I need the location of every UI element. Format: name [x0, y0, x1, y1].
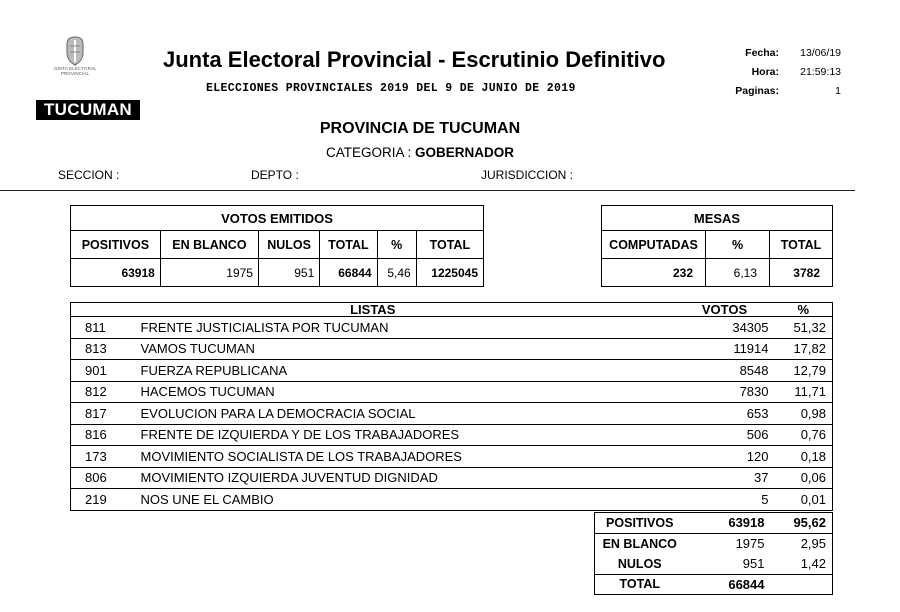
votos-emitidos-title: VOTOS EMITIDOS [71, 206, 484, 231]
list-votes: 7830 [675, 381, 775, 403]
province-tag: TUCUMAN [36, 100, 140, 120]
shield-icon [64, 36, 86, 66]
votos-emitidos-table [70, 205, 484, 287]
list-pct: 51,32 [775, 317, 833, 339]
summary-votes: 1975 [685, 533, 771, 554]
table-row [71, 338, 833, 360]
list-number: 806 [71, 467, 127, 489]
list-number: 812 [71, 381, 127, 403]
list-pct: 0,98 [775, 403, 833, 425]
summary-votes: 66844 [685, 574, 771, 595]
col-header: EN BLANCO [160, 231, 258, 259]
fecha-value: 13/06/19 [800, 47, 841, 59]
list-number: 901 [71, 360, 127, 382]
col-header: POSITIVOS [71, 231, 161, 259]
mesas-total-value: 3782 [770, 259, 833, 287]
seccion-label: SECCION : [58, 168, 120, 182]
votos-header: VOTOS [675, 303, 775, 317]
col-header: COMPUTADAS [602, 231, 706, 259]
positivos-value: 63918 [71, 259, 161, 287]
list-name: EVOLUCION PARA LA DEMOCRACIA SOCIAL [127, 403, 675, 425]
list-number: 813 [71, 338, 127, 360]
table-row [71, 467, 833, 489]
list-name: FRENTE JUSTICIALISTA POR TUCUMAN [127, 317, 675, 339]
table-row [71, 360, 833, 382]
total-emitidos-value: 66844 [320, 259, 377, 287]
table-row [71, 381, 833, 403]
list-votes: 11914 [675, 338, 775, 360]
col-header: NULOS [258, 231, 319, 259]
category-label: CATEGORIA : [325, 145, 412, 160]
summary-votes: 63918 [728, 515, 765, 531]
table-row [71, 317, 833, 339]
list-pct: 12,79 [775, 360, 833, 382]
paginas-value: 1 [835, 85, 841, 97]
header-divider [0, 190, 855, 191]
province-title: PROVINCIA DE TUCUMAN [319, 120, 521, 137]
summary-row-nulos [595, 554, 833, 575]
table-row [71, 424, 833, 446]
category-value: GOBERNADOR [415, 145, 515, 160]
hora-value: 21:59:13 [800, 66, 841, 78]
mesas-title: MESAS [602, 206, 833, 231]
list-votes: 120 [675, 446, 775, 468]
summary-row-total [595, 574, 833, 595]
list-pct: 17,82 [775, 338, 833, 360]
hora-label: Hora: [751, 66, 779, 78]
list-name: HACEMOS TUCUMAN [127, 381, 675, 403]
resumen-table [594, 512, 833, 595]
page-title: Junta Electoral Provincial - Escrutinio Definitivo [163, 47, 666, 72]
mesas-pct-value: 6,13 [706, 259, 770, 287]
listas-header: LISTAS [71, 303, 675, 317]
summary-label: POSITIVOS [606, 515, 674, 530]
page-subtitle: ELECCIONES PROVINCIALES 2019 DEL 9 DE JUNIO DE 2019 [206, 82, 576, 95]
listas-table [70, 302, 833, 511]
summary-label: TOTAL [595, 574, 685, 595]
list-pct: 0,76 [775, 424, 833, 446]
list-name: FRENTE DE IZQUIERDA Y DE LOS TRABAJADORES [127, 424, 675, 446]
list-votes: 653 [675, 403, 775, 425]
list-pct: 0,01 [775, 489, 833, 511]
col-header: % [377, 231, 416, 259]
list-name: NOS UNE EL CAMBIO [127, 489, 675, 511]
summary-pct: 1,42 [800, 556, 826, 571]
table-row [71, 489, 833, 511]
summary-pct: 95,62 [793, 515, 826, 531]
list-votes: 506 [675, 424, 775, 446]
en-blanco-value: 1975 [160, 259, 258, 287]
col-header: TOTAL [320, 231, 377, 259]
total-padron-value: 1225045 [416, 259, 483, 287]
summary-label: EN BLANCO [595, 533, 685, 554]
list-pct: 11,71 [775, 381, 833, 403]
summary-row-positivos [595, 513, 833, 534]
list-pct: 0,18 [775, 446, 833, 468]
depto-label: DEPTO : [251, 168, 299, 182]
junta-logo [40, 36, 110, 76]
summary-pct [771, 574, 833, 595]
pct-emitidos-value: 5,46 [377, 259, 416, 287]
list-name: MOVIMIENTO IZQUIERDA JUVENTUD DIGNIDAD [127, 467, 675, 489]
list-name: MOVIMIENTO SOCIALISTA DE LOS TRABAJADORES [127, 446, 675, 468]
list-name: FUERZA REPUBLICANA [127, 360, 675, 382]
summary-label: NULOS [617, 556, 662, 571]
mesas-table [601, 205, 833, 287]
fecha-label: Fecha: [745, 47, 779, 59]
list-number: 817 [71, 403, 127, 425]
nulos-value: 951 [258, 259, 319, 287]
list-votes: 34305 [675, 317, 775, 339]
list-number: 173 [71, 446, 127, 468]
jurisdiccion-label: JURISDICCION : [481, 168, 574, 182]
list-number: 811 [71, 317, 127, 339]
list-votes: 5 [675, 489, 775, 511]
meta-values [789, 44, 841, 101]
list-pct: 0,06 [775, 467, 833, 489]
summary-votes: 951 [742, 556, 765, 571]
list-number: 816 [71, 424, 127, 446]
paginas-label: Paginas: [735, 85, 779, 97]
list-name: VAMOS TUCUMAN [127, 338, 675, 360]
table-row [71, 446, 833, 468]
logo-caption: JUNTA ELECTORAL PROVINCIAL [53, 66, 97, 76]
list-votes: 37 [675, 467, 775, 489]
col-header: % [706, 231, 770, 259]
list-number: 219 [71, 489, 127, 511]
table-row [71, 403, 833, 425]
list-votes: 8548 [675, 360, 775, 382]
col-header: TOTAL [416, 231, 483, 259]
category-line [0, 145, 840, 160]
pct-header: % [775, 303, 833, 317]
mesas-computadas-value: 232 [602, 259, 706, 287]
col-header: TOTAL [770, 231, 833, 259]
summary-row-en-blanco [595, 533, 833, 554]
summary-pct: 2,95 [771, 533, 833, 554]
meta-labels [680, 44, 779, 101]
